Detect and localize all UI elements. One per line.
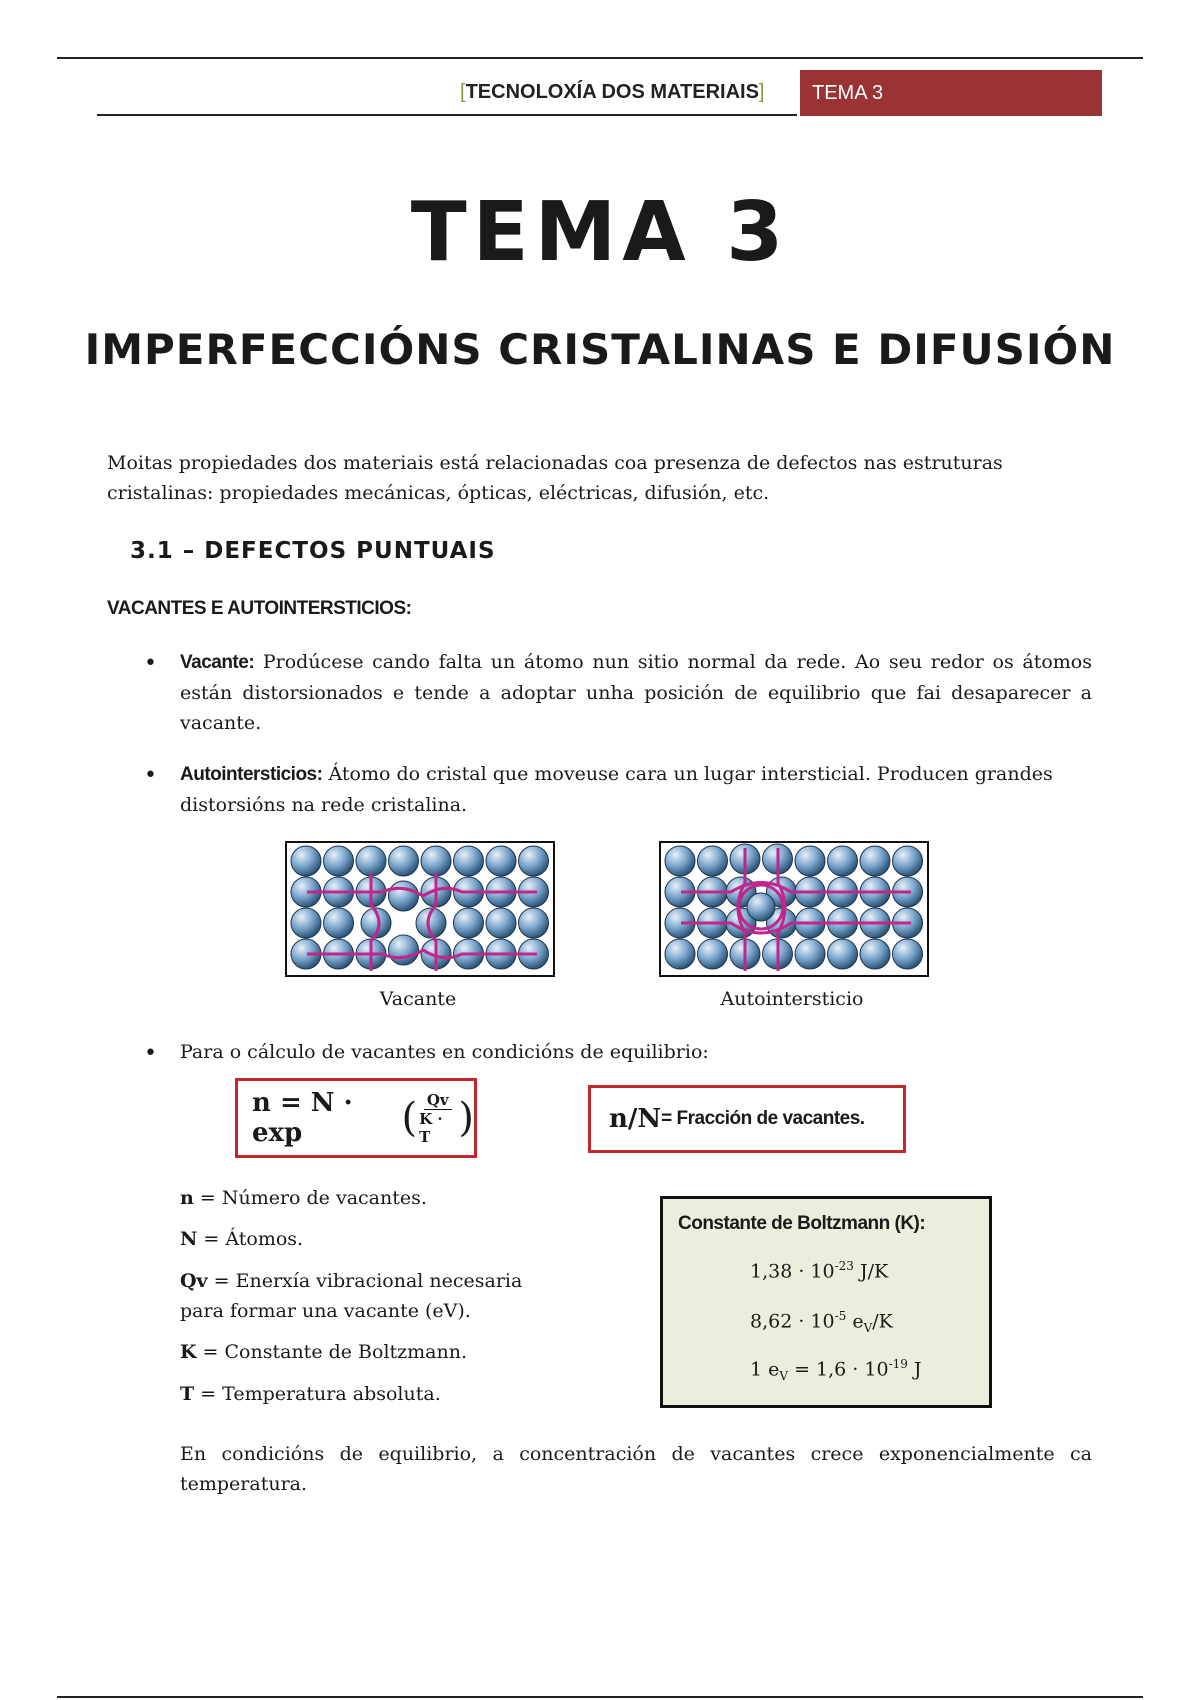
atom bbox=[454, 846, 484, 876]
bullet-autointersticios bbox=[180, 759, 1092, 820]
bullet-term: Vacante: bbox=[180, 652, 255, 673]
atom bbox=[389, 846, 419, 876]
bullet-term: Autointersticios: bbox=[180, 764, 323, 785]
atom bbox=[828, 939, 858, 969]
bullet-dot: • bbox=[144, 763, 157, 788]
boltzmann-value-ev: $8,62 \cdot 10^{-5}$ $e_V/K$ bbox=[750, 1309, 893, 1336]
atom bbox=[389, 881, 419, 911]
atom bbox=[486, 908, 516, 938]
atom bbox=[519, 908, 549, 938]
atom bbox=[828, 846, 858, 876]
atom bbox=[665, 939, 695, 969]
atom bbox=[324, 908, 354, 938]
atom bbox=[519, 846, 549, 876]
fraction-lhs: n/N bbox=[609, 1104, 662, 1134]
paren-open: ( bbox=[401, 1095, 418, 1141]
atom bbox=[356, 846, 386, 876]
bullet-body: Átomo do cristal que moveuse cara un lugar intersticial. Producen grandes distorsións na rede cristalina. bbox=[180, 763, 1053, 816]
definition-N: N = Átomos. bbox=[180, 1228, 304, 1250]
bottom-rule bbox=[57, 1696, 1143, 1698]
page-title: TEMA 3 bbox=[410, 185, 790, 280]
atom bbox=[291, 908, 321, 938]
fraction-label: = Fracción de vacantes. bbox=[661, 1108, 865, 1129]
atom bbox=[860, 939, 890, 969]
bullet-body: Prodúcese cando falta un átomo nun sitio normal da rede. Ao seu redor os átomos están distorsionados e tende a adoptar unha posición de equilibrio que fai desaparecer a vacante. bbox=[180, 651, 1092, 734]
atom bbox=[421, 846, 451, 876]
paren-close: ) bbox=[458, 1095, 474, 1141]
atom bbox=[893, 939, 923, 969]
interstitial-lattice-figure bbox=[659, 841, 929, 977]
header-course: [TECNOLOXÍA DOS MATERIAIS] bbox=[460, 80, 765, 103]
atom bbox=[747, 893, 775, 921]
formula-lhs: n = N · exp bbox=[252, 1088, 353, 1148]
calc-bullet: Para o cálculo de vacantes en condicións de equilibrio: bbox=[180, 1041, 709, 1063]
definition-K: K = Constante de Boltzmann. bbox=[180, 1341, 468, 1363]
intro-paragraph: Moitas propiedades dos materiais está relacionadas coa presenza de defectos nas estruturas cristalinas: propiedades mecánicas, ópticas, eléctricas, difusión, etc. bbox=[107, 452, 1003, 504]
header-badge: TEMA 3 bbox=[800, 70, 1102, 116]
vacancy-caption: Vacante bbox=[379, 988, 457, 1010]
atom bbox=[698, 846, 728, 876]
definition-T: T = Temperatura absoluta. bbox=[180, 1383, 441, 1405]
boltzmann-box bbox=[660, 1196, 992, 1408]
atom bbox=[795, 939, 825, 969]
atom bbox=[665, 846, 695, 876]
atom bbox=[324, 846, 354, 876]
bullet-dot: • bbox=[144, 1041, 157, 1066]
atom bbox=[486, 846, 516, 876]
formula-fraction bbox=[419, 1091, 456, 1146]
vacancy-formula-box bbox=[235, 1078, 477, 1158]
vacancy-lattice-figure bbox=[285, 841, 555, 977]
atom bbox=[291, 846, 321, 876]
conclusion-paragraph: En condicións de equilibrio, a concentración de vacantes crece exponencialmente ca temperatura. bbox=[180, 1443, 1092, 1495]
definition-Qv-cont: para formar una vacante (eV). bbox=[180, 1300, 471, 1322]
header-course-label: TECNOLOXÍA DOS MATERIAIS bbox=[465, 80, 759, 103]
header-rule bbox=[97, 114, 797, 116]
bullet-dot: • bbox=[144, 651, 157, 676]
bullet-vacante bbox=[180, 647, 1092, 738]
running-header bbox=[460, 70, 884, 114]
atom bbox=[454, 908, 484, 938]
atom bbox=[698, 939, 728, 969]
atom bbox=[893, 846, 923, 876]
formula-numerator: Qv bbox=[424, 1091, 452, 1110]
subsection-title: VACANTES E AUTOINTERSTICIOS: bbox=[107, 598, 412, 619]
boltzmann-value-joule: $1,38 \cdot 10^{-23}$ J/K bbox=[750, 1259, 889, 1283]
interstitial-caption: Autointersticio bbox=[720, 988, 864, 1010]
definition-Qv: Qv = Enerxía vibracional necesaria bbox=[180, 1270, 523, 1292]
fraction-formula-box bbox=[588, 1085, 906, 1153]
definition-n: n = Número de vacantes. bbox=[180, 1187, 427, 1209]
boltzmann-title: Constante de Boltzmann (K): bbox=[678, 1213, 926, 1234]
section-title: 3.1 – DEFECTOS PUNTUAIS bbox=[130, 538, 496, 564]
formula-denominator: K · T bbox=[419, 1109, 443, 1146]
atom bbox=[860, 846, 890, 876]
atom bbox=[795, 846, 825, 876]
ev-conversion: 1 $e_V = 1,6 \cdot 10^{-19}$ J bbox=[750, 1357, 922, 1384]
top-rule bbox=[57, 57, 1143, 59]
atom bbox=[389, 935, 419, 965]
page-subtitle: IMPERFECCIÓNS CRISTALINAS E DIFUSIÓN bbox=[84, 325, 1116, 374]
